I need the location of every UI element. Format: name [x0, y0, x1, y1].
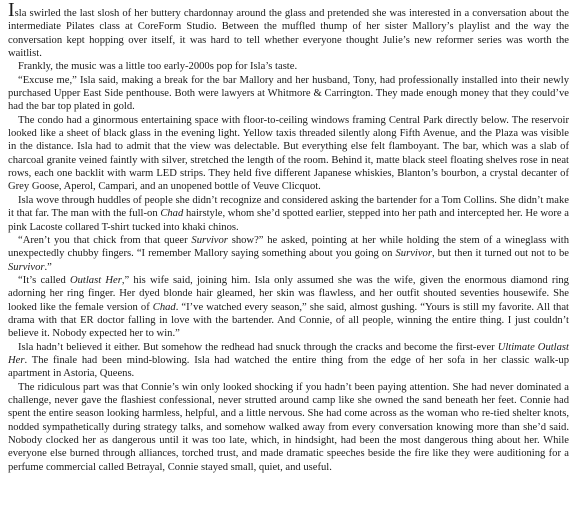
text-run: Frankly, the music was a little too early-2000s pop for Isla’s taste.	[18, 61, 298, 73]
text-run: hairstyle, whom she’d spotted earlier, stepped into her path and intercepted her. He wore a pink Lacoste collared T-shirt tucked into khaki chinos.	[8, 208, 569, 233]
text-run: “Aren’t you that chick from that queer	[18, 234, 192, 246]
text-run: The condo had a ginormous entertaining space with floor-to-ceiling windows framing Central Park directly below. The reservoir looked like a sheet of black glass in the evening light. Yellow taxis threaded silently along Fifth Avenue, and the Plaza was visible in the distance. Isla had to admit that the view was delectable. But everything else felt flamboyant. The bar, which was a slab of charcoal granite veined faintly with silver, stretched the length of the room. Behind it, matte black steel floating shelves rose in neat rows, each one backlit with warm LED strips. They held five different Japanese whiskies, Blanton’s bourbon, a crystal decanter of Grey Goose, Aperol, Campari, and an unopened bottle of Veuve Clicquot.	[8, 114, 569, 193]
text-run: . The finale had been mind-blowing. Isla had watched the entire thing from the edge of her sofa in her classic walk-up apartment in Astoria, Queens.	[8, 354, 569, 380]
text-run: The ridiculous part was that Connie’s win only looked shocking if you hadn’t been paying attention. She had never dominated a challenge, never gave the flashiest confessional, never strutted around camp like she owned the sand beneath her feet. Connie had spent the entire season looking harmless, helpful, and a little nervous. She had come across as the woman who re-tied shelter knots, nodded sympathetically during strategy talks, and somehow walked away from every conversation knowing more than she’d said. Nobody clocked her as dangerous until it was too late, which, in hindsight, had been the most dangerous thing about her. While everyone else burned through alliances, torched trust, and made dramatic speeches beside the fire like they were auditioning for a perfume commercial called Betrayal, Connie stayed small, quiet, and useful.	[8, 381, 569, 473]
paragraph-9	[8, 381, 569, 474]
italic-text: Survivor	[8, 261, 45, 273]
paragraph-8	[8, 341, 569, 381]
text-run: show?” he asked, pointing at her while holding the stem of a wineglass with unexpectedly chubby fingers. “I remember Mallory saying something about you going on	[8, 234, 569, 260]
paragraph-3	[8, 74, 569, 114]
italic-text: Chad	[160, 208, 184, 220]
text-run: “It’s called	[18, 274, 70, 286]
text-run: .”	[44, 261, 52, 273]
italic-text: Chad	[152, 301, 176, 313]
italic-text: Survivor	[395, 248, 432, 260]
italic-text: Outlast Her	[69, 274, 122, 286]
text-run: “Excuse me,” Isla said, making a break for the bar Mallory and her husband, Tony, had professionally installed into their newly purchased Upper East Side penthouse. Both were lawyers at Whitmore & Carrington. They made enough money that they could’ve had the bar top plated in gold.	[8, 74, 569, 113]
drop-cap: I	[8, 0, 15, 21]
text-run: ,” his wife said, joining him. Isla only assumed she was the wife, given the enormous diamond ring adorning her ring finger. Her dyed blonde hair gleamed, her skin was flawless, and her outfit shouted seventies housewife. She looked like the female version of	[8, 274, 569, 313]
italic-text: Survivor	[191, 234, 228, 246]
text-run: Isla wove through huddles of people she didn’t recognize and considered asking the bartender for a Tom Collins. She didn’t make it that far. The man with the full-on	[8, 194, 569, 220]
paragraph-7	[8, 274, 569, 341]
paragraph-1	[8, 0, 569, 60]
paragraph-5	[8, 194, 569, 234]
paragraph-6	[8, 234, 569, 274]
italic-text: Ultimate Outlast Her	[8, 341, 569, 366]
paragraph-4	[8, 114, 569, 194]
text-run: . “I’ve watched every season,” she said, almost gushing. “Yours is still my favorite. All that drama with that ER doctor falling in love with the bartender. And Connie, of all people, winning the entire thing. I just couldn’t believe it. Nobody expected her to win.”	[8, 301, 569, 340]
text-run: sla swirled the last slosh of her buttery chardonnay around the glass and pretended she was interested in a conversation about the intermediate Pilates class at CoreForm Studio. Between the muffled thump of her sister Mallory’s playlist and the way the conversation kept hopping over itself, it was hard to tell whether everyone thought Julie’s new reformer series was worth the waitlist.	[8, 8, 569, 60]
text-run: , but then it turned out not to be	[431, 248, 569, 260]
paragraph-2	[8, 60, 569, 73]
text-run: Isla hadn’t believed it either. But somehow the redhead had snuck through the cracks and become the first-ever	[18, 341, 498, 353]
